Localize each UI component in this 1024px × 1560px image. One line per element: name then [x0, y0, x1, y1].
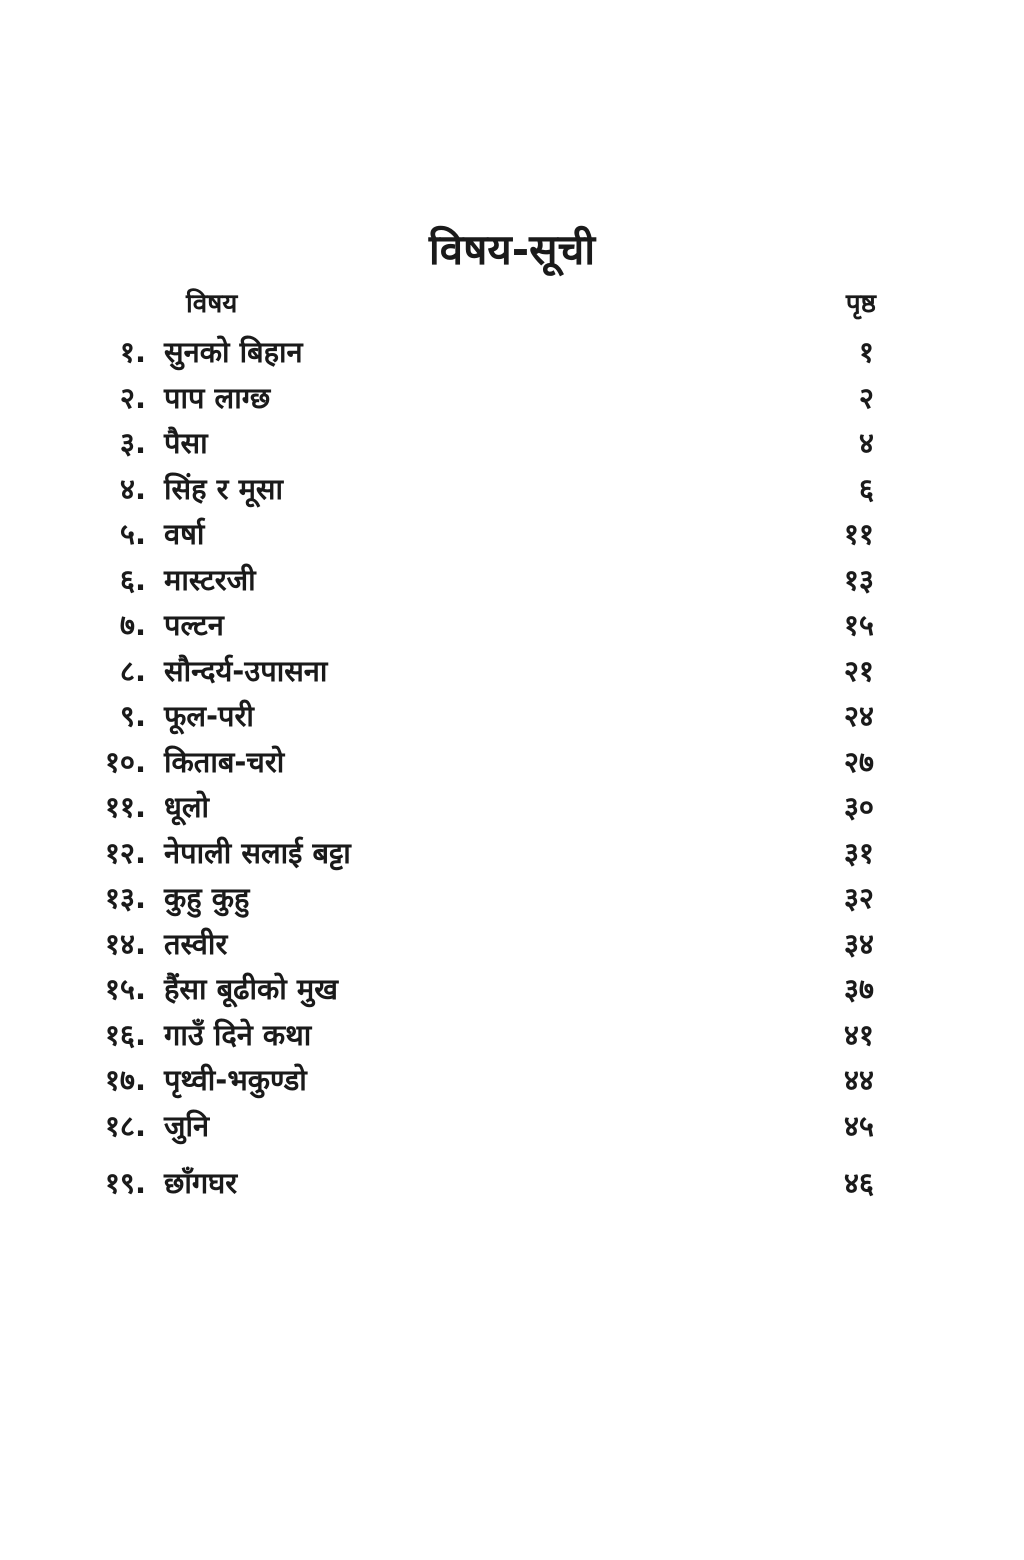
entry-number: १३.: [104, 881, 146, 915]
entry-title: पाप लाग्छ: [164, 380, 271, 415]
entry-title: फूल-परी: [164, 699, 254, 733]
toc-entry: [0, 376, 1024, 422]
entry-number: ८.: [119, 653, 146, 688]
entry-page: ३२: [843, 881, 874, 915]
entry-title: किताब-चरो: [164, 744, 285, 779]
toc-entry: [0, 1161, 1024, 1207]
entry-number: ४.: [119, 471, 146, 506]
toc-entry: [0, 467, 1024, 513]
entry-page: २४: [843, 699, 874, 733]
entry-page: ४५: [843, 1108, 874, 1143]
entry-number: १२.: [104, 835, 146, 870]
page-column-header: पृष्ठ: [845, 289, 876, 319]
entry-page: ४४: [843, 1063, 874, 1097]
toc-entry: [0, 694, 1024, 740]
entry-page: ३१: [843, 835, 874, 870]
toc-entry: [0, 330, 1024, 376]
page-title: विषय-सूची: [428, 225, 596, 274]
entry-title: कुहु कुहु: [164, 881, 250, 915]
toc-entry: [0, 558, 1024, 604]
toc-entry: [0, 876, 1024, 922]
toc-entry: [0, 967, 1024, 1013]
toc-entry: [0, 922, 1024, 968]
toc-entry: [0, 831, 1024, 877]
entry-page: १: [858, 335, 874, 369]
toc-entry: [0, 512, 1024, 558]
topic-column-header: विषय: [186, 289, 238, 319]
entry-number: २.: [119, 380, 146, 415]
toc-entry: [0, 785, 1024, 831]
entry-title: पल्टन: [164, 608, 224, 642]
entry-title: सौन्दर्य-उपासना: [164, 653, 328, 688]
entry-title: सुनको बिहान: [164, 335, 303, 369]
entry-page: ६: [858, 471, 874, 506]
toc-entry: [0, 603, 1024, 649]
entry-page: ३४: [843, 926, 874, 961]
entry-title: धूलो: [164, 790, 210, 824]
entry-number: १.: [119, 335, 146, 369]
entry-title: पैसा: [164, 426, 208, 460]
toc-entry: [0, 740, 1024, 786]
entry-page: २१: [843, 653, 874, 688]
toc-entry: [0, 1104, 1024, 1150]
entry-page: १३: [843, 562, 874, 597]
entry-title: वर्षा: [164, 517, 205, 551]
entry-page: ११: [843, 517, 874, 551]
entry-page: ४६: [843, 1166, 874, 1200]
entry-number: १६.: [104, 1017, 146, 1052]
entry-page: २: [858, 380, 874, 415]
entry-number: १०.: [104, 744, 146, 779]
entry-title: मास्टरजी: [164, 562, 256, 597]
entry-title: पृथ्वी-भकुण्डो: [164, 1063, 307, 1097]
entry-number: ६.: [119, 562, 146, 597]
entry-page: ३०: [843, 790, 874, 824]
entry-number: ९.: [119, 699, 146, 733]
toc-entry: [0, 1058, 1024, 1104]
entry-page: ४: [858, 426, 874, 460]
entry-title: जुनि: [164, 1108, 210, 1143]
entry-number: ७.: [119, 608, 146, 642]
entry-number: १८.: [104, 1108, 146, 1143]
entry-title: सिंह र मूसा: [164, 471, 284, 506]
entry-title: नेपाली सलाई बट्टा: [164, 835, 351, 870]
entry-number: ११.: [104, 790, 146, 824]
entry-title: हैंसा बूढीको मुख: [164, 972, 338, 1006]
toc-entry: [0, 421, 1024, 467]
entry-number: ५.: [119, 517, 146, 551]
entry-number: १५.: [104, 972, 146, 1006]
entry-page: २७: [843, 744, 874, 779]
entry-title: तस्वीर: [164, 926, 228, 961]
toc-entry: [0, 1013, 1024, 1059]
entry-page: ३७: [843, 972, 874, 1006]
entry-page: १५: [843, 608, 874, 642]
entry-page: ४१: [843, 1017, 874, 1052]
entry-number: १७.: [104, 1063, 146, 1097]
toc-entry: [0, 649, 1024, 695]
entry-number: १९.: [104, 1166, 146, 1200]
entry-number: १४.: [104, 926, 146, 961]
table-of-contents: [0, 330, 1024, 1207]
entry-number: ३.: [119, 426, 146, 460]
entry-title: छाँगघर: [164, 1166, 238, 1200]
toc-header: [0, 284, 1024, 324]
entry-title: गाउँ दिने कथा: [164, 1017, 312, 1052]
